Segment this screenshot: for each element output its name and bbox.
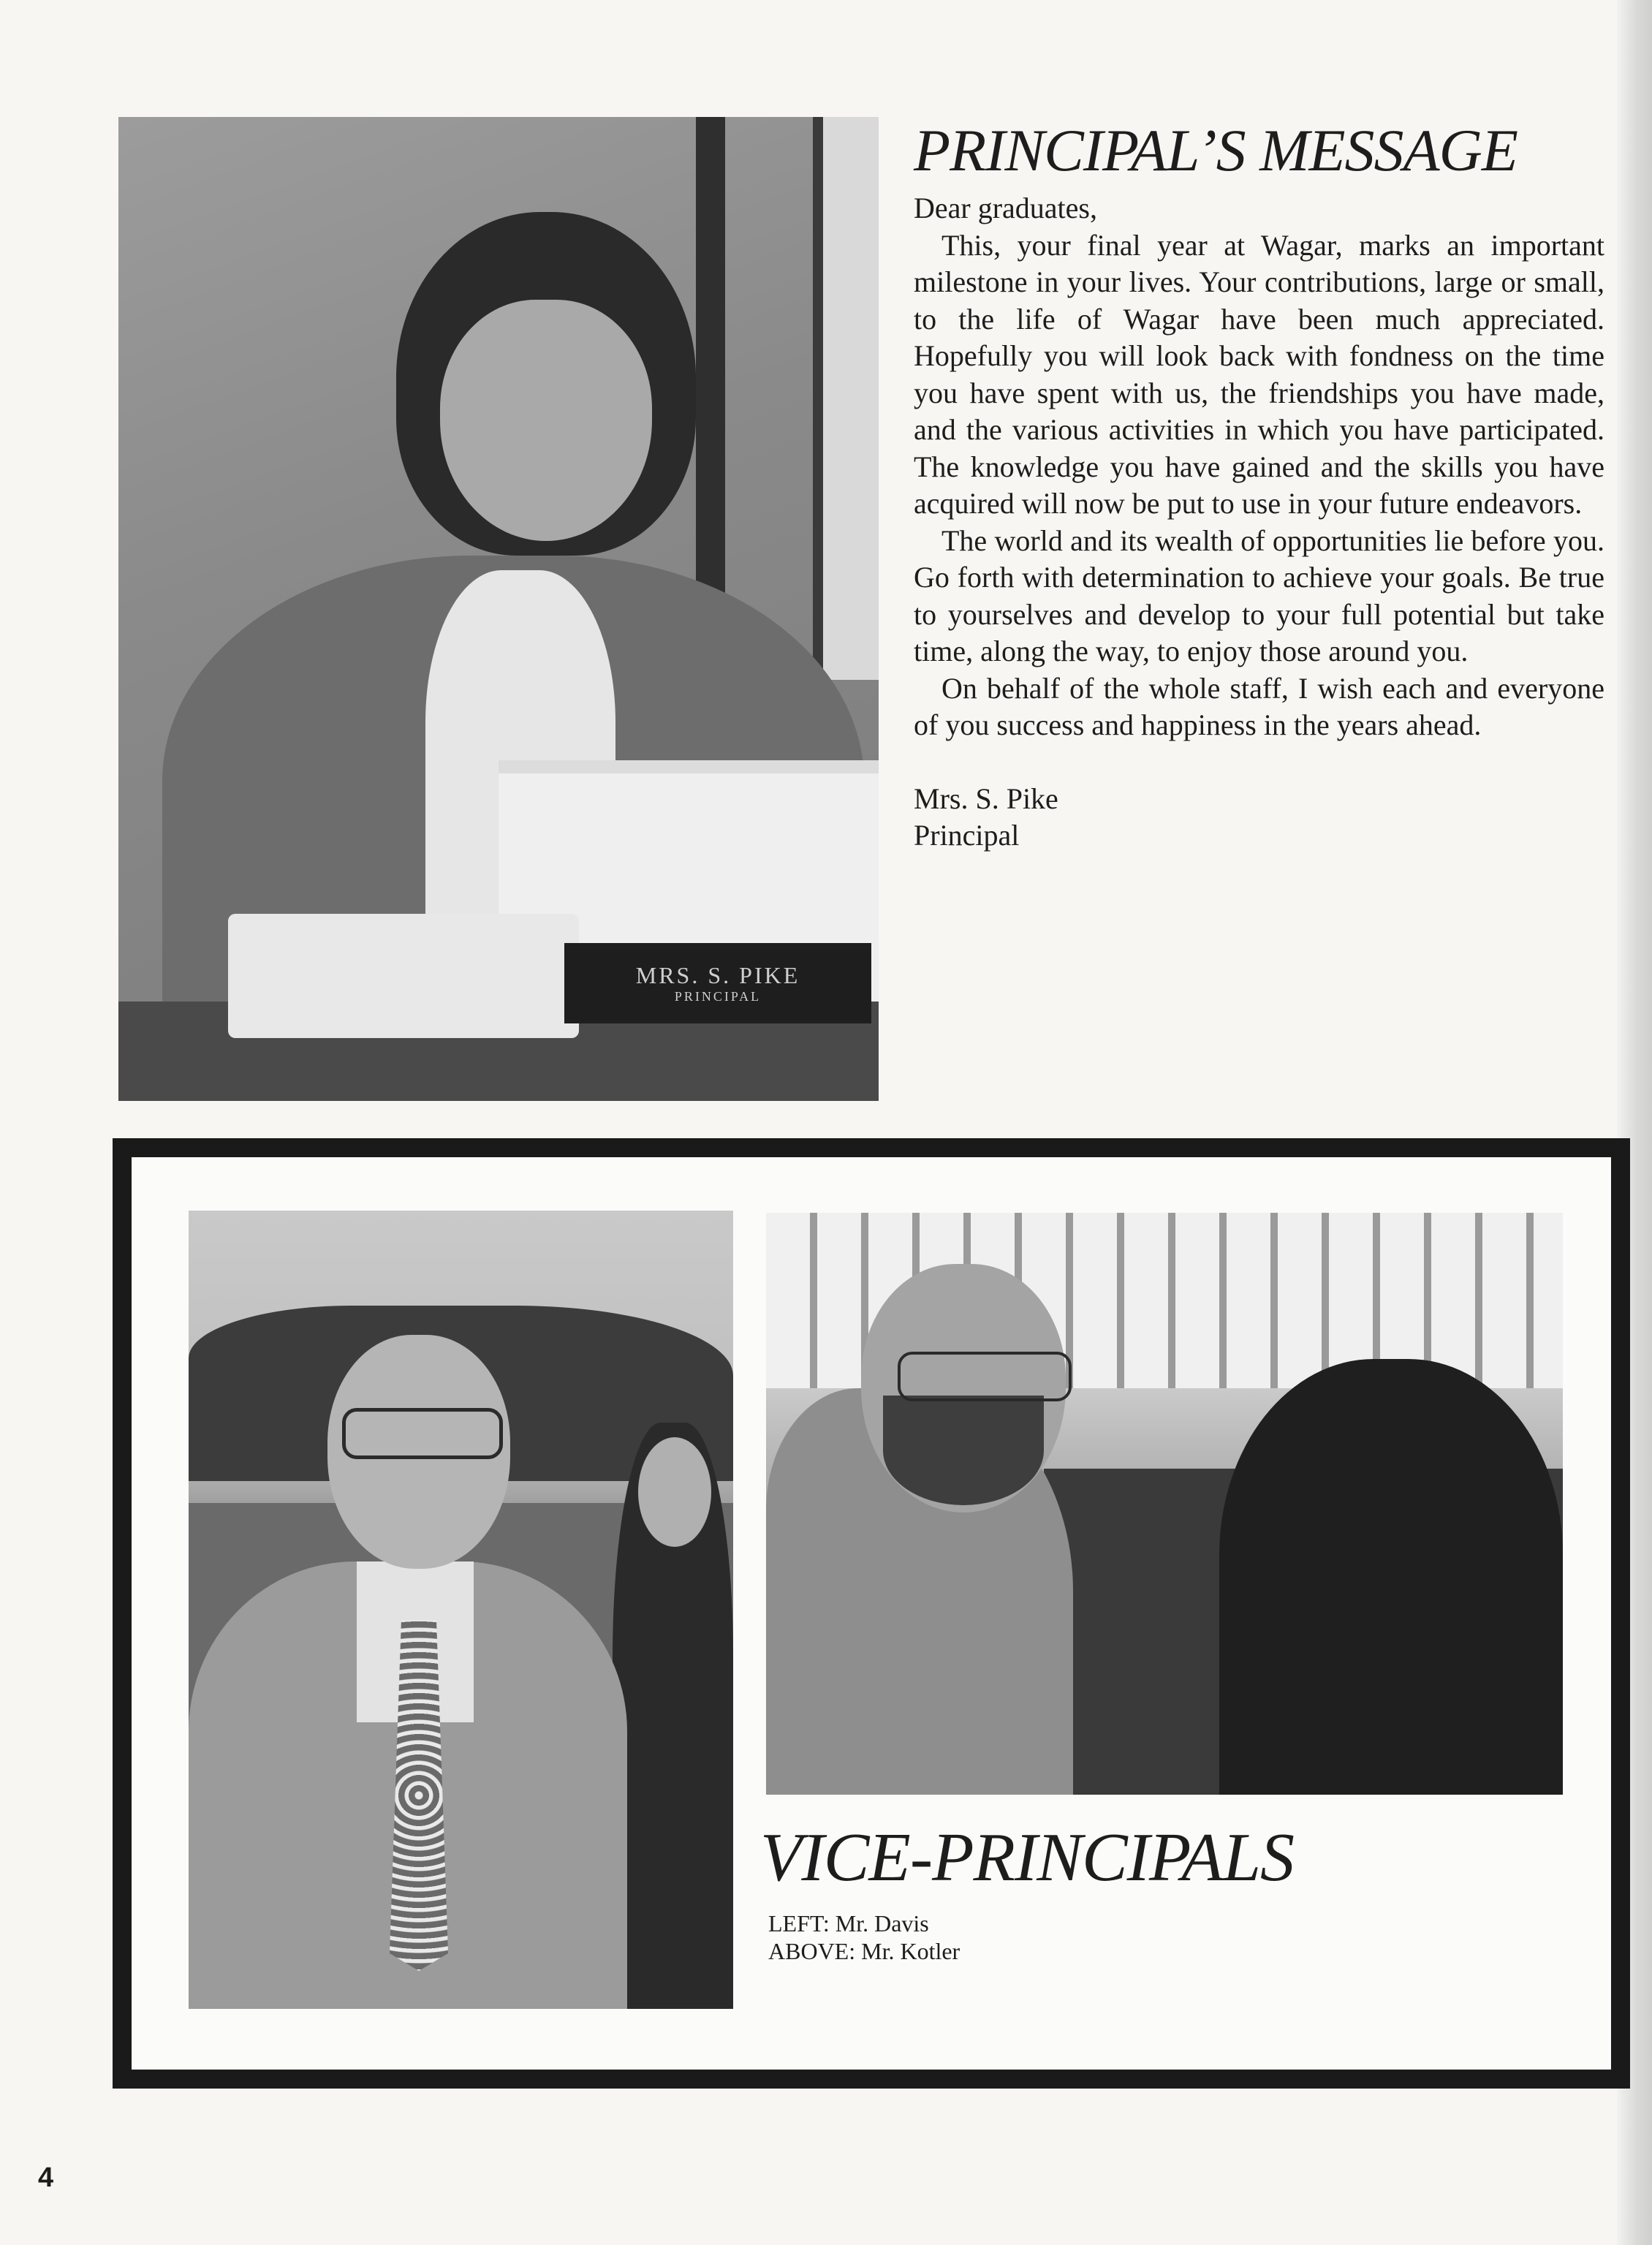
salutation: Dear graduates, [914,192,1097,224]
kotler-photo [766,1213,1563,1795]
photo-window [813,117,879,680]
davis-photo [189,1211,733,2009]
photo-glasses [342,1408,503,1459]
signature-block [914,781,1604,854]
photo-nameplate [564,943,871,1023]
photo-student [1219,1359,1563,1795]
caption-above: ABOVE: Mr. Kotler [768,1938,960,1964]
principal-message-body [914,190,1604,744]
nameplate-name: MRS. S. PIKE [635,962,800,988]
photo-student-face [638,1437,711,1547]
page-number: 4 [38,2162,54,2193]
principal-photo [118,117,879,1101]
photo-face [440,300,652,541]
principal-message-title: PRINCIPAL’S MESSAGE [914,117,1518,183]
message-paragraph: This, your final year at Wagar, marks an important milestone in your lives. Your contributions, large or small, to the life of Wagar have been much appreciated. Hopefully you will look back with fondness on the time you have spent with us, the friendships you have made, and the various activities in which you have participated. The knowledge you have gained and the skills you have acquired will now be put to use in your future endeavors. [914,228,1604,520]
message-paragraph: The world and its wealth of opportunities lie before you. Go forth with determination to achieve your goals. Be true to yourselves and develop to your full potential but take time, along the way, to enjoy those around you. [914,523,1604,667]
caption-left: LEFT: Mr. Davis [768,1910,929,1937]
vice-principals-captions [768,1909,960,1965]
nameplate-title: PRINCIPAL [674,989,762,1004]
photo-telephone [228,914,579,1038]
principal-message [914,114,1604,854]
signature-name: Mrs. S. Pike [914,781,1058,815]
message-paragraph: On behalf of the whole staff, I wish each and everyone of you success and happiness in the years ahead. [914,671,1604,741]
photo-beard [883,1396,1044,1505]
photo-glasses [898,1352,1072,1401]
vice-principals-title: VICE-PRINCIPALS [760,1820,1294,1896]
signature-title: Principal [914,818,1020,852]
